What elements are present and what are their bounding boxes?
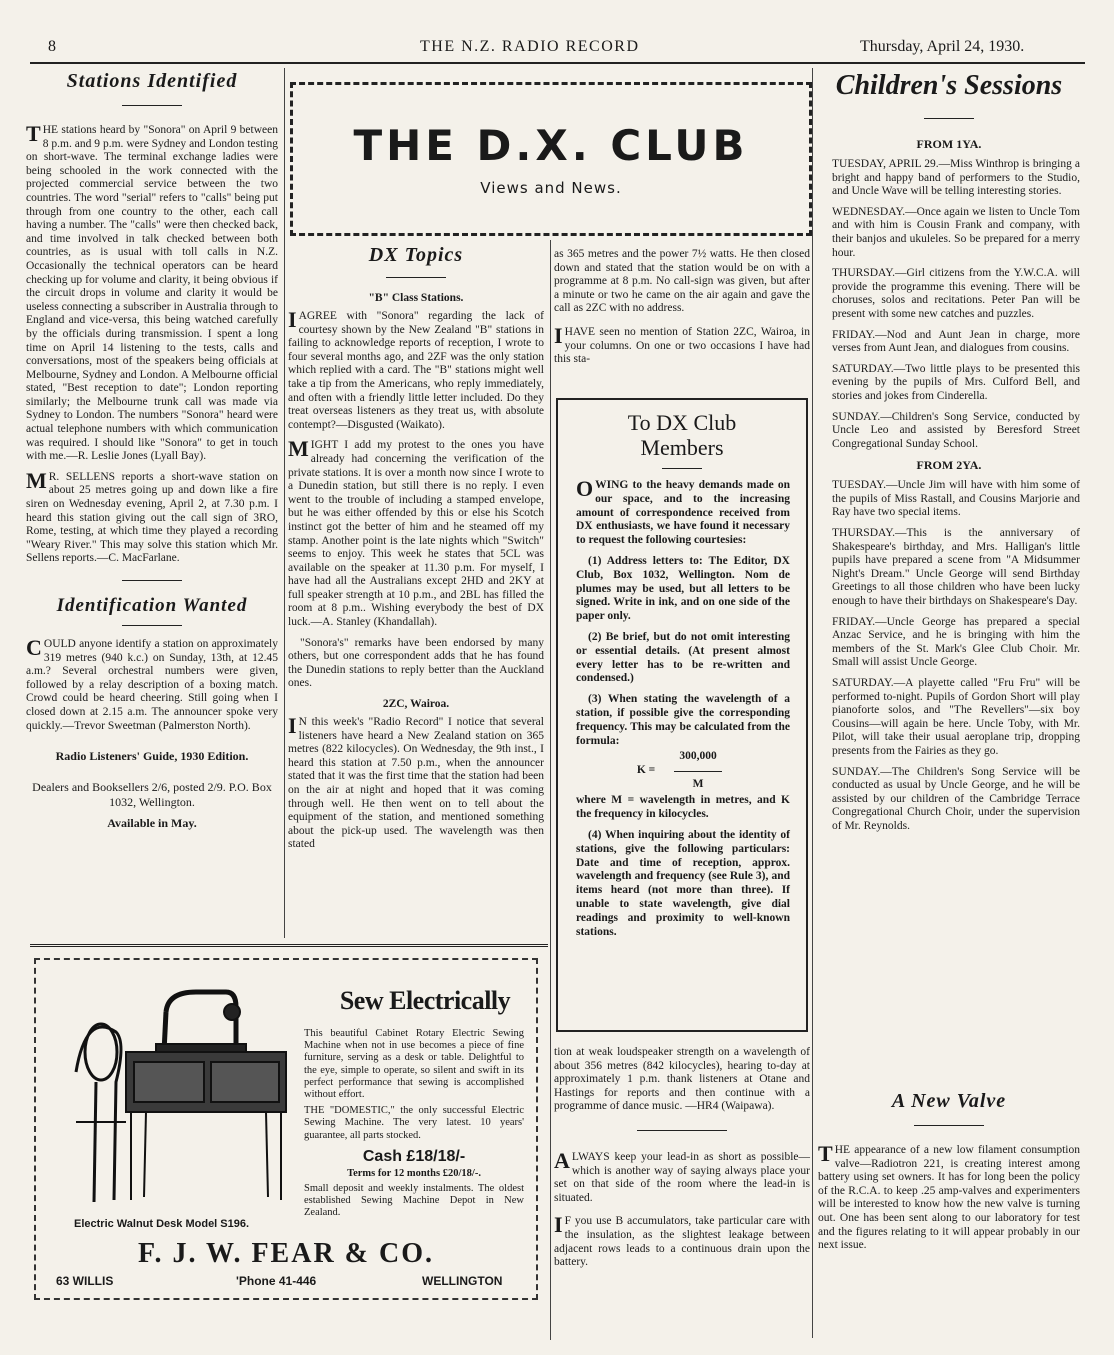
- members-rule-4: (4) When inquiring about the identity of stations, give the following particulars: Date and time of reception, approx. wavelength and frequency (see Rule 3), and items heard (not more than three). If unable to state wavelength, give dial readings and proximity to well-known stations.: [576, 828, 790, 938]
- col3-p2: IHAVE seen no mention of Station 2ZC, Wairoa, in your columns. On one or two occasions I have had this sta-: [554, 322, 810, 366]
- dx-club-title: THE D.X. CLUB: [353, 121, 749, 170]
- schedule-1ya-wednesday: WEDNESDAY.—Once again we listen to Uncle Tom and with him is Cousin Frank and company, with their banjos and ukuleles. So be prepared for a merry hour.: [832, 205, 1080, 259]
- formula-bar: [674, 771, 722, 772]
- col3-p3: tion at weak loudspeaker strength on a wavelength of about 356 metres (842 kilocycles), hearing to-day at approximately 1 p.m. thank listeners at Otane and Hastings for reports and then continue with a programme of dance music. —HR4 (Waipawa).: [554, 1046, 810, 1113]
- ad-top-rule: [30, 944, 548, 947]
- available-notice: Available in May.: [107, 816, 197, 831]
- column-middle-right: [554, 248, 810, 374]
- b-class-subhead: "B" Class Stations.: [368, 292, 464, 304]
- schedule-2ya-sunday: SUNDAY.—The Children's Song Service will be conducted as usual by Uncle George, and he will be assisted by our children of the Cambridge Terrace Congregational Church Choir, under the supervision of Mr. Reynolds.: [832, 765, 1080, 832]
- wairoa-subhead: 2ZC, Wairoa.: [382, 698, 450, 711]
- members-title-line1: To DX Club: [627, 410, 737, 435]
- stations-identified-p2: MR. SELLENS reports a short-wave station on about 25 metres going up and down like a fire siren on Wednesday evening, April 2, at 7.30 p.m. I heard this station giving out the call sign of 3RO, Rome, testing, at which time they played a recording "Weary River." This may solve this station which Mr. Sellens reports.—C. MacFarlane.: [26, 467, 278, 565]
- members-title-line2: Members: [640, 435, 724, 460]
- childrens-title: Children's Sessions: [835, 70, 1063, 101]
- schedule-2ya-friday: FRIDAY.—Uncle George has prepared a special Anzac Service, and he is bringing with him the members of the St. Mark's Glee Club Choir. Mr. Small will assist Uncle George.: [832, 615, 1080, 669]
- members-rule-3b: where M = wavelength in metres, and K the frequency in kilocycles.: [576, 794, 790, 821]
- col3-p1: as 365 metres and the power 7½ watts. He then closed down and stated that the station would be on with a programme at 8 p.m. No call-sign was given, but after a minute or two he came on the air again and gave the call as 2ZC with no address.: [554, 248, 810, 315]
- schedule-1ya-tuesday: TUESDAY, APRIL 29.—Miss Winthrop is bringing a bright and happy band of performers to the Studio, and Uncle Wave will be telling interesting stories.: [832, 158, 1080, 198]
- dx-members-box: [556, 398, 808, 1032]
- sewing-machine-illustration: [56, 972, 306, 1212]
- ad-headline: Sew Electrically: [339, 986, 511, 1015]
- ad-deposit: Small deposit and weekly instalments. The oldest established Sewing Machine Depot in New Zealand.: [304, 1182, 524, 1219]
- guide-notice: Radio Listeners' Guide, 1930 Edition.: [55, 749, 249, 764]
- schedule-2ya-tuesday: TUESDAY.—Uncle Jim will have with him some of the pupils of Miss Rastall, and Cousins Marjorie and Ray have two special items.: [832, 479, 1080, 519]
- dx-topics-title: DX Topics: [368, 244, 464, 266]
- column-divider-1: [284, 68, 285, 938]
- schedule-2ya-thursday: THURSDAY.—This is the anniversary of Shakespeare's birthday, and Mrs. Halligan's little pupils have prepared a scene from "A Midsummer Night's Dream." Uncle George will send Birthday Greetings to all those children who have been lucky enough to have their birthdays on Shakespeare's Day.: [832, 527, 1080, 608]
- dx-topics-p3: "Sonora's" remarks have been endorsed by many others, but one correspondent adds that he has found the Dunedin stations to reply better than the Auckland ones.: [288, 636, 544, 690]
- ad-terms: Terms for 12 months £20/18/-.: [347, 1167, 481, 1179]
- members-intro: OWING to the heavy demands made on our space, and to the increasing amount of correspondence received from DX enthusiasts, we have found it necessary to request the following courtesies:: [576, 476, 790, 547]
- ad-domestic: THE "DOMESTIC," the only successful Electric Sewing Machine. The very latest. 10 years' guarantee, all parts stocked.: [304, 1105, 524, 1141]
- new-valve-p1: THE appearance of a new low filament consumption valve—Radiotron 221, is creating interest among battery using set owners. It has for long been the policy of the R.C.A. to keep .25 amp-valves and experimenters will be interested to know how the new valve is turning out. One has been sent along to our laboratory for test and the figures relating to it will appear probably in our next issue.: [818, 1141, 1080, 1252]
- schedule-1ya-thursday: THURSDAY.—Girl citizens from the Y.W.C.A. will provide the programme this evening. There will be choruses, solos and recitations. Peter Pan will be present with some new catches and puzzles.: [832, 267, 1080, 320]
- childrens-rule: [924, 118, 974, 119]
- ad-price: Cash £18/18/-: [362, 1147, 466, 1165]
- column-divider-2: [812, 68, 813, 1338]
- new-valve-title: A New Valve: [891, 1090, 1007, 1112]
- section-rule: [122, 580, 182, 581]
- dx-club-subtitle: Views and News.: [480, 179, 622, 197]
- members-rule: [662, 468, 702, 469]
- members-rule-3: (3) When stating the wavelength of a station, if possible give the corresponding frequency. This may be calculated from the formula:: [576, 693, 790, 747]
- schedule-2ya-saturday: SATURDAY.—A playette called "Fru Fru" will be performed to-night. Pupils of Gordon Short will play pianoforte solos, and "The Revellers"—six boy Cousins—will again be here. Uncle Toby, with Mr. Pilot, will take their usual aeroplane trip, dropping presents from the Fairies as they go.: [832, 677, 1080, 757]
- ad-caption: Electric Walnut Desk Model S196.: [74, 1218, 250, 1230]
- frequency-formula: [576, 750, 790, 794]
- dealers-notice: Dealers and Booksellers 2/6, posted 2/9. P.O. Box 1032, Wellington.: [32, 780, 272, 810]
- identification-wanted-p1: COULD anyone identify a station on approximately 319 metres (940 k.c.) on Sunday, 13th, at 12.45 a.m.? Several orchestral numbers were given, followed by a relay description of a boxing match. Crowd could be heard cheering. Still going when I closed down at 2.15 a.m. The announcer spoke very quickly.—Trevor Sweetman (Palmerston North).: [26, 635, 278, 732]
- formula-numerator: 300,000: [679, 750, 717, 763]
- schedule-1ya-sunday: SUNDAY.—Children's Song Service, conducted by Uncle Leo and assisted by Beresford Street Congregational Sunday School.: [832, 410, 1080, 450]
- issue-date: Thursday, April 24, 1930.: [860, 38, 1025, 55]
- ad-city: WELLINGTON: [422, 1274, 503, 1288]
- from-2ya: FROM 2YA.: [916, 458, 982, 473]
- identification-wanted-title: Identification Wanted: [56, 595, 248, 616]
- ad-address: 63 WILLIS: [56, 1274, 114, 1288]
- column-middle-right-lower: [554, 1046, 810, 1277]
- page-number: 8: [48, 38, 56, 55]
- col3-p4: ALWAYS keep your lead-in as short as possible—which is another way of saying always place your set on that side of the room where the lead-in is situated.: [554, 1147, 810, 1204]
- dx-topics-p4: IN this week's "Radio Record" I notice that several listeners have heard a New Zealand station on 365 metres (822 kilocycles). On Wednesday, the 9th inst., I heard this station at 7.50 p.m., when the announcer stated that it was the first time that the station had been on the air at night and hoped that it was coming through well. He then went on to tell about the equipment of the station, and mentioned something about the pick-up used. The wavelength was then stated: [288, 713, 544, 851]
- column-dx-topics: [288, 244, 544, 859]
- dx-topics-rule: [386, 277, 446, 278]
- dx-club-banner: [290, 82, 812, 236]
- members-box-title: [558, 410, 806, 460]
- stations-identified-title: Stations Identified: [66, 70, 238, 92]
- col3-rule: [637, 1130, 727, 1131]
- ad-phone: 'Phone 41-446: [236, 1274, 317, 1288]
- masthead: THE N.Z. RADIO RECORD: [420, 38, 640, 55]
- column-right: [818, 70, 1080, 841]
- title-rule-2: [122, 625, 182, 626]
- header-rule: [30, 62, 1085, 64]
- col3-p5: IF you use B accumulators, take particular care with the insulation, as the slightest leakage between adjacent rows leads to a continuous drain upon the battery.: [554, 1212, 810, 1269]
- new-valve-section: [818, 1090, 1080, 1260]
- ad-description: This beautiful Cabinet Rotary Electric Sewing Machine when not in use becomes a piece of fine furniture, serving as a desk or table. Delightful to the eye, simple to operate, so silent and swift in its perfect performance that sewing is accomplished without effort.: [304, 1028, 524, 1101]
- schedule-1ya-saturday: SATURDAY.—Two little plays to be presented this evening by the pupils of Mrs. Culford Bell, and stories and jokes from Cinderella.: [832, 362, 1080, 402]
- members-rule-1: (1) Address letters to: The Editor, DX Club, Box 1032, Wellington. Nom de plumes may be used, but all letters to be signed. Write in ink, and on one side of the paper only.: [576, 554, 790, 623]
- formula-denominator: M: [692, 778, 704, 791]
- sewing-machine-ad: [34, 958, 538, 1300]
- ad-company: F. J. W. FEAR & CO.: [137, 1238, 434, 1269]
- stations-identified-p1: THE stations heard by "Sonora" on April 9 between 8 p.m. and 9 p.m. were Sydney and London testing on short-wave. The terminal exchange ladies were being schooled in the work connected with the projected commercial service between the two countries. The word "serial" refers to "calls" being put through from one country to the other, each call having a number. The "calls" were then checked back, and time involved in talk checked between both countries, as is usual with toll calls in N.Z. Occasionally the technical operators can be heard checking up for volume and clarity, it being obvious if the circuit drops in volume and clarity it would be useless connecting a subscriber in Australia through to England and vice-versa, this being watched carefully by the officials during transmission. I spent a long time on April 14 listening to the tests, calls and conversations, most of the speakers being officials at Melbourne, Sydney and London. A Melbourne official stated, "Best reception to date"; London reporting similarly; the Melbourne trunk call was made via Sydney to London. The numbers "Sonora" heard were actual telephone numbers with which communication was required. I should like "Sonora" to get in touch with me.—R. Leslie Jones (Lyall Bay).: [26, 121, 278, 463]
- formula-k: K =: [636, 764, 656, 777]
- schedule-1ya-friday: FRIDAY.—Nod and Aunt Jean in charge, more verses from Aunt Jean, and dialogues from cousins.: [832, 328, 1080, 355]
- column-divider-3: [550, 240, 551, 1340]
- new-valve-rule: [914, 1125, 984, 1126]
- title-rule: [122, 105, 182, 106]
- from-1ya: FROM 1YA.: [916, 137, 982, 151]
- members-rule-2: (2) Be brief, but do not omit interesting or essential details. (At present almost every letter has to be re-written and condensed.): [576, 630, 790, 685]
- page-header: [30, 36, 1080, 58]
- column-left: [26, 70, 278, 831]
- dx-topics-p2: MIGHT I add my protest to the ones you have already had concerning the verification of the private stations. It is over a month now since I wrote to a Dunedin station, but still there is no reply. I even went to the trouble of including a stamped envelope, but he was either offended by this or else his Scotch instinct got the better of him and he steamed off my stamp. Another point is the late nights which "Switch" seems to enjoy. This week he states that 5CL was available on the speaker at 11.30 p.m. For myself, I have had all the Australians except 2HD and 2KY at full speaker strength at 10 p.m., and 2BL has filled the room at 8 p.m.. Wishing everybody the best of DX luck.—A. Stanley (Khandallah).: [288, 436, 544, 629]
- dx-topics-p1: IAGREE with "Sonora" regarding the lack of courtesy shown by the New Zealand "B" stations in failing to acknowledge reports of reception, I wrote to four several months ago, and 2ZF was the only station which replied with a card. The "B" stations might well take a tip from the Americans, who reply immediately, and often with a friendly little letter included. Do they treat overseas listeners as they treat us, with absolute contempt?—Disgusted (Waikato).: [288, 307, 544, 431]
